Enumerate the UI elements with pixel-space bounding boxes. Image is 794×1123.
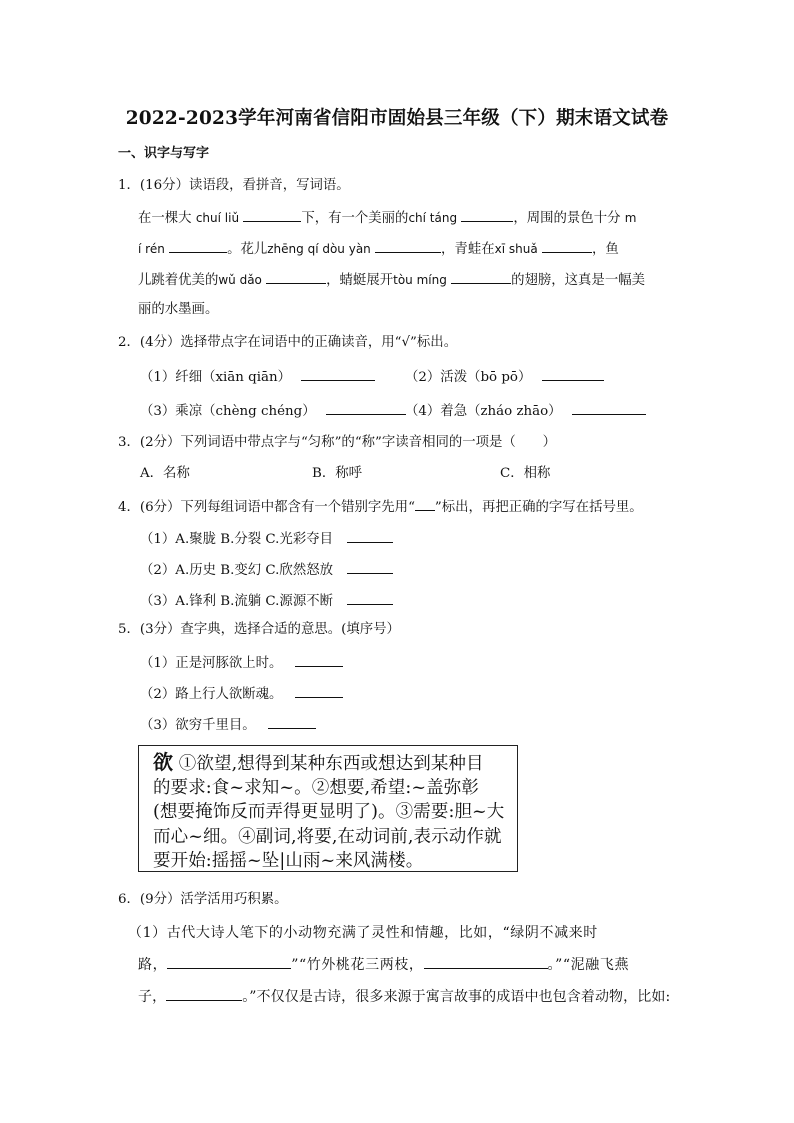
pinyin-mi-ren-start: m: [624, 211, 637, 225]
question-5-row-2: [140, 683, 343, 705]
answer-blank[interactable]: [347, 528, 393, 543]
pinyin-chi-tang: chí táng: [408, 211, 458, 225]
q4-text: ”标出，再把正确的字写在括号里。: [434, 500, 643, 515]
q1-text: ，鱼: [591, 242, 619, 257]
row-text: （1）A.聚胧 B.分裂 C.光彩夺目: [140, 532, 333, 547]
answer-blank[interactable]: [326, 400, 406, 415]
answer-blank[interactable]: [461, 207, 513, 222]
question-5-row-1: [140, 652, 343, 674]
question-4-row-3: [140, 590, 393, 612]
pinyin-zheng-qi-dou-yan: zhēng qí dòu yàn: [267, 242, 371, 256]
q1-text: 在一棵大: [138, 211, 196, 226]
question-2-option-1: [140, 366, 375, 388]
answer-blank[interactable]: [542, 238, 592, 253]
question-6-line-1: （1）古代大诗人笔下的小动物充满了灵性和情趣，比如，“绿阴不减来时: [128, 925, 598, 941]
question-1-heading: 1．(16分）读语段，看拼音，写词语。: [118, 178, 350, 193]
question-1-line-2: [138, 238, 619, 260]
pinyin-xi-shua: xī shuǎ: [494, 242, 538, 256]
answer-blank[interactable]: [295, 652, 343, 667]
q1-text: 。花儿: [227, 242, 268, 257]
question-1-line-3: [138, 269, 645, 291]
answer-blank[interactable]: [243, 207, 301, 222]
q1-text: 儿跳着优美的: [138, 273, 219, 288]
dictionary-headword: 欲: [153, 750, 174, 774]
q4-text: 4．(6分）下列每组词语中都含有一个错别字先用“: [118, 500, 415, 515]
row-text: （3）欲穷千里目。: [140, 718, 256, 733]
choice-c[interactable]: C．相称: [500, 466, 551, 481]
exam-title: 2022-2023学年河南省信阳市固始县三年级（下）期末语文试卷: [125, 108, 669, 129]
choice-b[interactable]: B．称呼: [312, 466, 363, 481]
answer-blank[interactable]: [301, 366, 375, 381]
q1-text: ，青蛙在: [441, 242, 495, 257]
q1-text: 下，有一个美丽的: [301, 211, 409, 226]
answer-blank[interactable]: [542, 366, 604, 381]
question-2-option-2: [405, 366, 604, 388]
question-6-heading: 6．(9分）活学活用巧积累。: [118, 892, 288, 907]
question-4-row-2: [140, 559, 393, 581]
answer-blank[interactable]: [295, 683, 343, 698]
option-text: （2）活泼（bō pō）: [405, 370, 532, 385]
question-5-heading: 5．(3分）查字典，选择合适的意思。(填序号）: [118, 622, 400, 637]
dictionary-text: ①欲望,想得到某种东西或想达到某种目: [173, 754, 484, 774]
answer-blank[interactable]: [347, 559, 393, 574]
option-text: （3）乘凉（chèng chéng）: [140, 404, 316, 419]
question-2-option-3: [140, 400, 406, 422]
dictionary-line: 的要求:食~求知~。②想要,希望:~盖弥彰: [153, 778, 479, 799]
row-text: （2）路上行人欲断魂。: [140, 687, 283, 702]
q1-text: 的翅膀，这真是一幅美: [511, 273, 645, 288]
question-6-line-3: [138, 986, 670, 1006]
q1-text: ，周围的景色十分: [513, 211, 621, 226]
answer-blank[interactable]: [451, 269, 511, 284]
answer-blank[interactable]: [375, 238, 441, 253]
answer-blank[interactable]: [167, 954, 291, 969]
row-text: （2）A.历史 B.变幻 C.欣然怒放: [140, 563, 333, 578]
question-5-row-3: [140, 714, 316, 736]
dictionary-entry-box: [138, 745, 518, 872]
answer-blank[interactable]: [572, 400, 646, 415]
option-text: （1）纤细（xiān qiān）: [140, 370, 292, 385]
q1-text: ，蜻蜓展开: [326, 273, 394, 288]
dictionary-line: [153, 750, 517, 776]
section-heading: 一、识字与写字: [118, 146, 210, 161]
question-1-line-1: [138, 207, 636, 229]
q6-text: 路，: [138, 957, 168, 973]
question-4-heading: [118, 496, 643, 518]
answer-blank[interactable]: [169, 238, 227, 253]
answer-blank[interactable]: [347, 590, 393, 605]
question-2-option-4: [405, 400, 646, 422]
dictionary-line: 要开始:摇摇~坠|山雨~来风满楼。: [153, 850, 424, 871]
q6-text: 子，: [138, 989, 167, 1005]
pinyin-mi-ren-end: í rén: [138, 242, 165, 256]
q6-text: ”“竹外桃花三两枝，: [291, 957, 424, 973]
question-3-heading: 3．(2分）下列词语中带点字与“匀称”的“称”字读音相同的一项是（ ）: [118, 435, 556, 450]
q6-text: 。”“泥融飞燕: [547, 957, 630, 973]
question-4-row-1: [140, 528, 393, 550]
answer-blank[interactable]: [424, 954, 548, 969]
question-2-heading: 2．(4分）选择带点字在词语中的正确读音，用“√”标出。: [118, 335, 458, 350]
underline-mark: [415, 496, 435, 511]
pinyin-chui-liu: chuí liǔ: [195, 211, 240, 225]
pinyin-wu-dao: wǔ dǎo: [218, 273, 262, 287]
row-text: （3）A.锋利 B.流躺 C.源源不断: [140, 594, 333, 609]
q6-text: 。”不仅仅是古诗，很多来源于寓言故事的成语中也包含着动物，比如:: [242, 989, 671, 1005]
question-1-line-4: 丽的水墨画。: [138, 302, 219, 317]
question-6-line-2: [138, 954, 629, 974]
pinyin-tou-ming: tòu míng: [393, 273, 447, 287]
row-text: （1）正是河豚欲上时。: [140, 656, 283, 671]
dictionary-line: 而心~细。④副词,将要,在动词前,表示动作就: [153, 826, 502, 847]
choice-a[interactable]: A．名称: [140, 466, 190, 481]
dictionary-line: (想要掩饰反而弄得更显明了)。③需要:胆~大: [153, 802, 505, 823]
answer-blank[interactable]: [266, 269, 326, 284]
option-text: （4）着急（zháo zhāo）: [405, 404, 562, 419]
answer-blank[interactable]: [268, 714, 316, 729]
answer-blank[interactable]: [166, 986, 242, 1001]
